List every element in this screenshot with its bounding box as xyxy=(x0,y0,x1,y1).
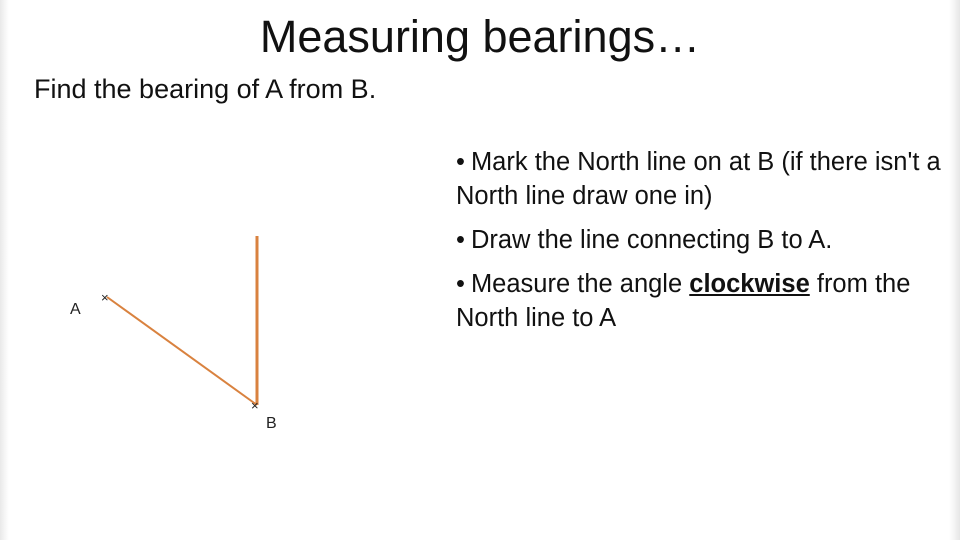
step-text: Measure the angle xyxy=(470,270,683,298)
step-text: Mark the North line on at B (if there isn't a North line draw one in) xyxy=(456,148,941,210)
steps-list xyxy=(456,145,951,345)
line-b-to-a xyxy=(107,297,257,405)
bullet-point: • xyxy=(456,270,465,298)
question-text: Find the bearing of A from B. xyxy=(34,74,377,104)
step-item xyxy=(456,145,951,213)
point-a-label: A xyxy=(70,301,81,318)
step-item xyxy=(456,267,951,335)
bullet-point: • xyxy=(456,226,465,254)
point-b-label: B xyxy=(266,415,277,432)
step-item xyxy=(456,223,951,257)
bullet-point: • xyxy=(456,148,465,176)
step-text: Draw the line connecting B to A. xyxy=(470,226,833,254)
point-a-marker: × xyxy=(101,290,109,305)
slide-title: Measuring bearings… xyxy=(259,11,701,62)
step-text: from the North line to A xyxy=(456,270,911,332)
emphasis-clockwise: clockwise xyxy=(689,270,810,298)
point-b-marker: × xyxy=(251,398,259,413)
